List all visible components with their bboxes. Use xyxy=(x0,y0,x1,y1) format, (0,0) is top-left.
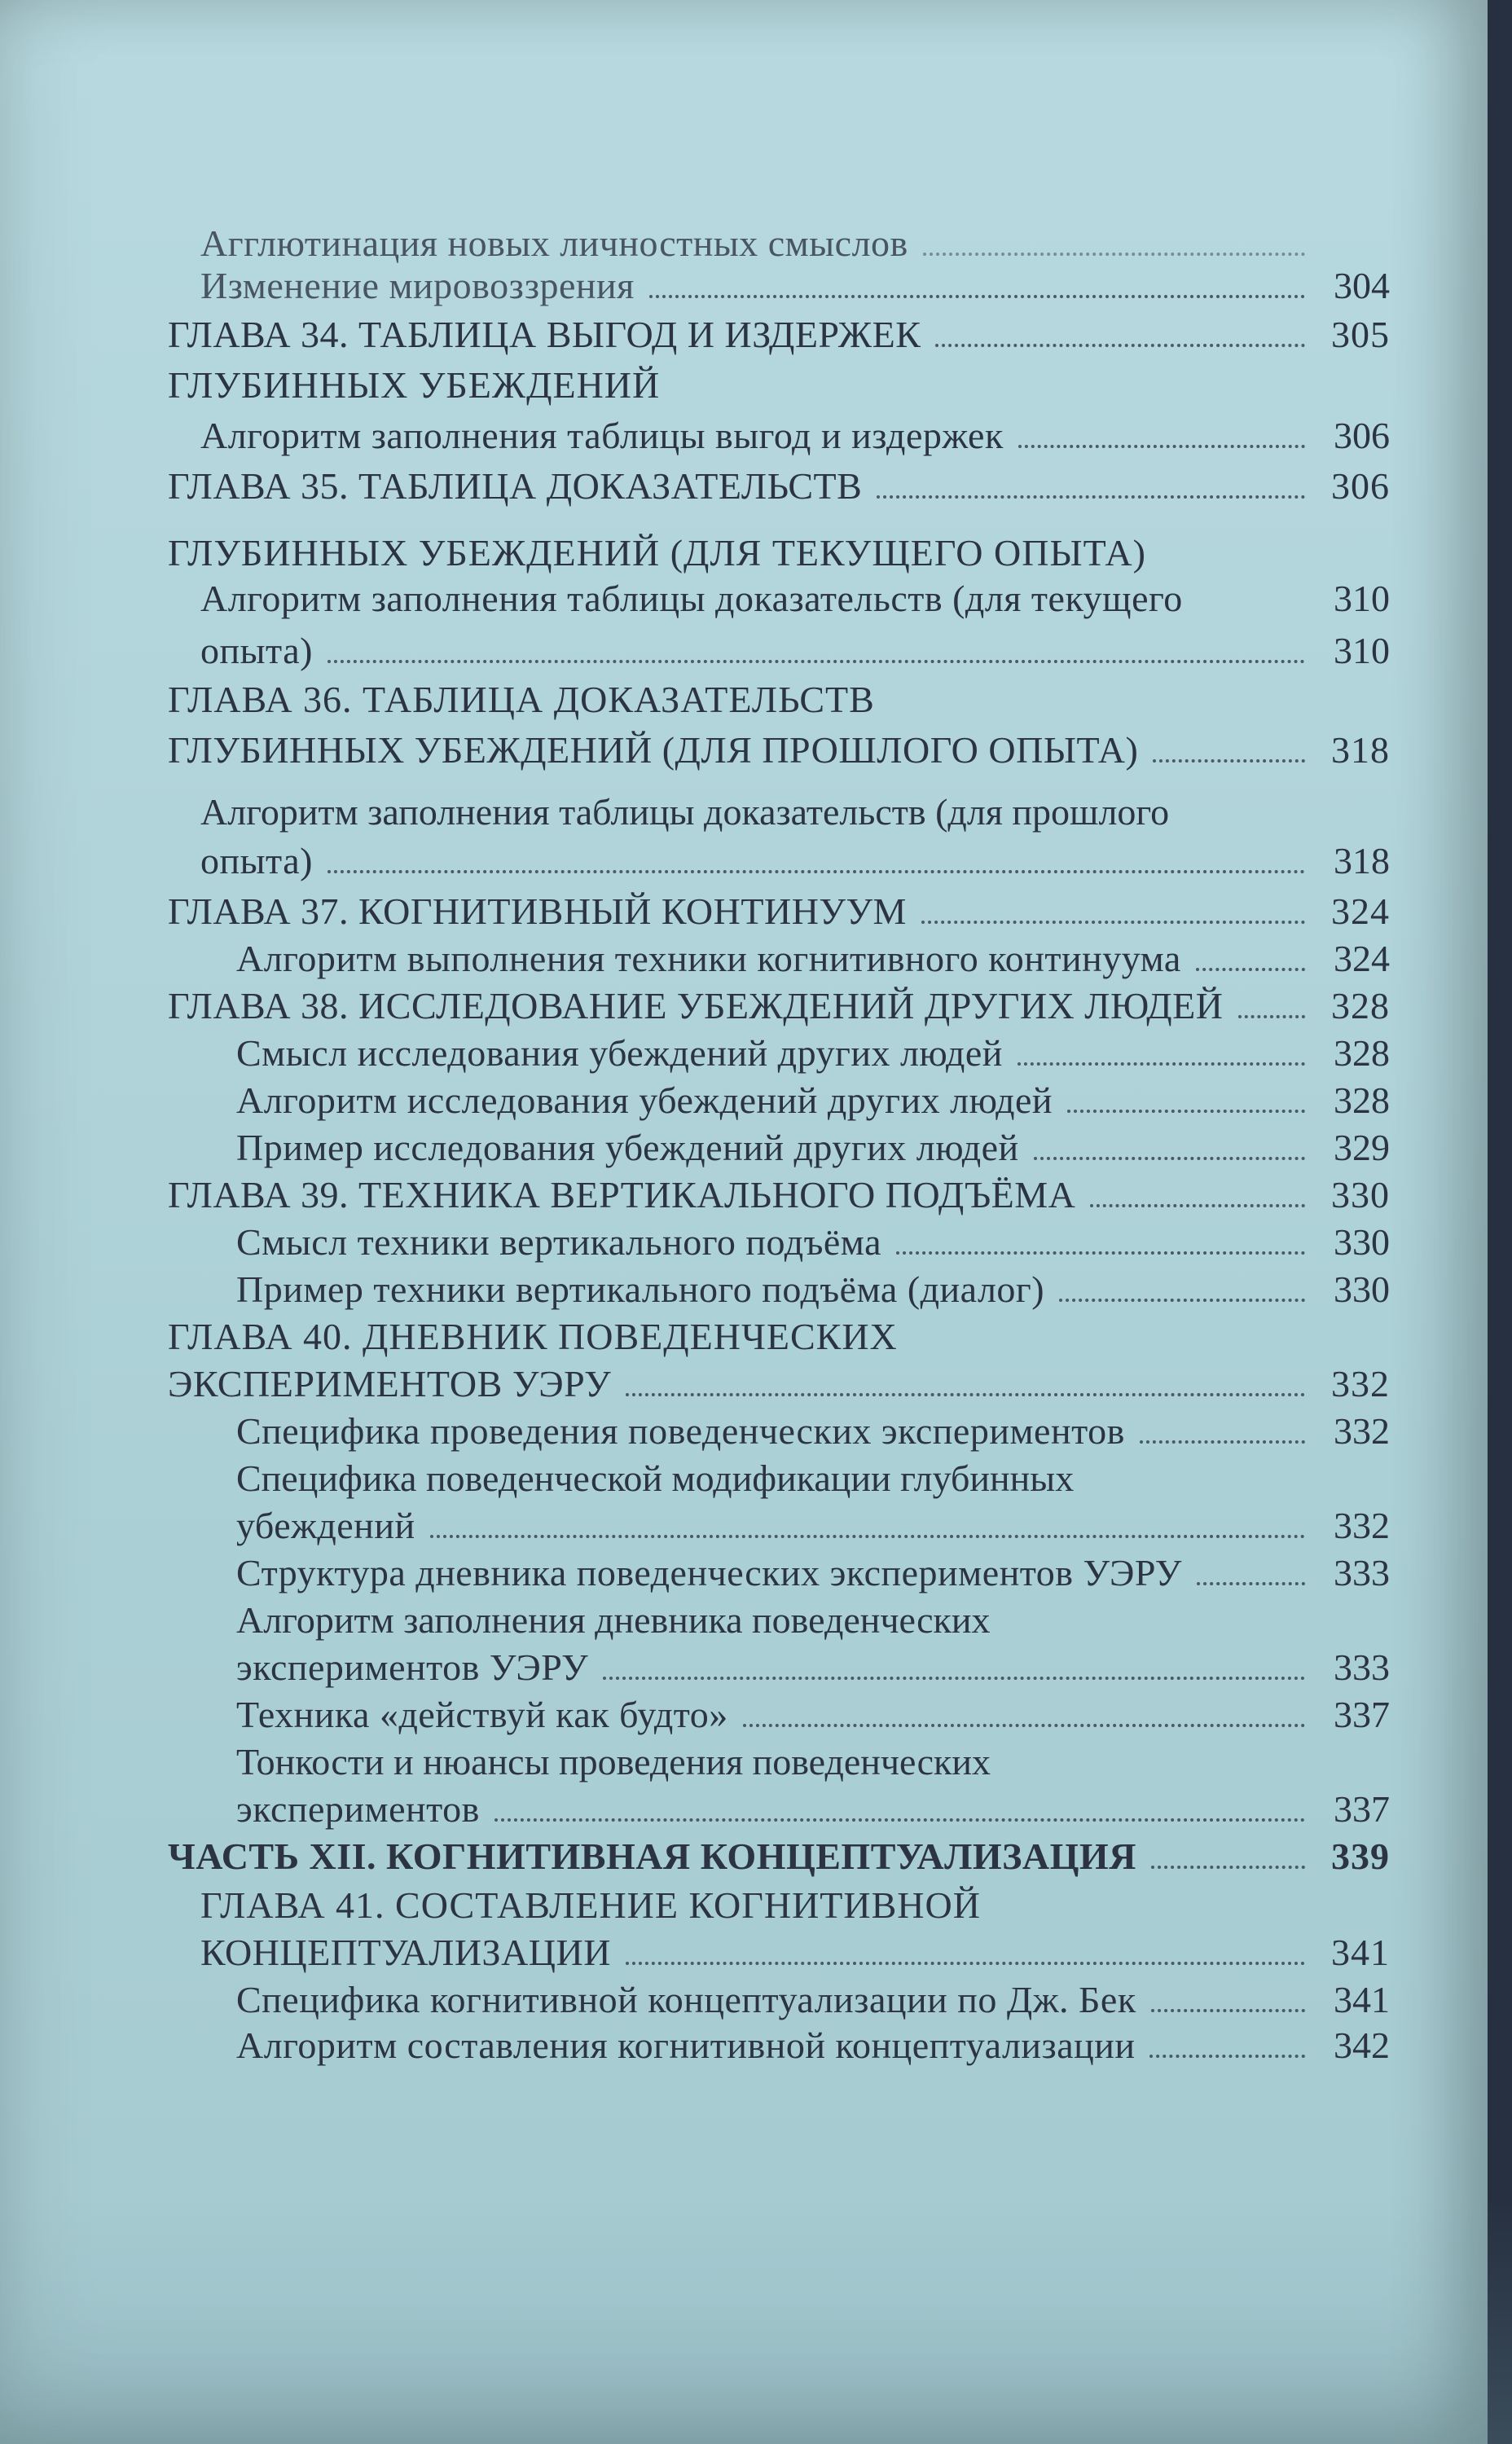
toc-entry xyxy=(236,1266,1390,1313)
toc-entry-page: 328 xyxy=(1334,1079,1390,1121)
toc-entry-continuation xyxy=(236,1786,1390,1833)
toc-entry-text: экспериментов УЭРУ xyxy=(236,1646,589,1688)
toc-entry-page: 337 xyxy=(1334,1788,1390,1830)
toc-entry-text: ГЛАВА 34. ТАБЛИЦА ВЫГОД И ИЗДЕРЖЕК xyxy=(168,314,921,355)
toc-entry-text: Алгоритм исследования убеждений других людей xyxy=(236,1079,1053,1121)
toc-entry xyxy=(236,1030,1390,1077)
toc-entry-page: 332 xyxy=(1334,1505,1390,1546)
toc-entry-text: Алгоритм выполнения техники когнитивного континуума xyxy=(236,938,1181,979)
leader-dots xyxy=(494,1818,1305,1822)
toc-chapter: ГЛАВА 41. СОСТАВЛЕНИЕ КОГНИТИВНОЙ xyxy=(200,1884,981,1926)
leader-dots xyxy=(921,921,1305,924)
leader-dots xyxy=(1018,1062,1305,1066)
toc-entry-text: Смысл исследования убеждений других людей xyxy=(236,1032,1003,1074)
toc-chapter-continuation: ГЛУБИННЫХ УБЕЖДЕНИЙ xyxy=(168,364,661,406)
toc-entry-page: 329 xyxy=(1334,1127,1390,1168)
leader-dots xyxy=(1018,445,1305,448)
toc-entry xyxy=(200,627,1390,675)
toc-entry-page: 339 xyxy=(1331,1835,1390,1877)
toc-entry xyxy=(236,1691,1390,1738)
toc-entry xyxy=(236,1408,1390,1455)
leader-dots xyxy=(626,1962,1305,1965)
toc-entry-text: ГЛАВА 35. ТАБЛИЦА ДОКАЗАТЕЛЬСТВ xyxy=(168,465,863,507)
toc-entry: Тонкости и нюансы проведения поведенческих xyxy=(236,1741,991,1782)
toc-entry-page: 330 xyxy=(1334,1221,1390,1263)
toc-chapter-continuation xyxy=(200,1929,1390,1976)
toc-entry-page: 333 xyxy=(1334,1646,1390,1688)
toc-entry-page: 305 xyxy=(1331,314,1390,355)
toc-entry-continuation xyxy=(200,837,1390,885)
toc-chapter-continuation xyxy=(168,1360,1390,1408)
toc-entry xyxy=(236,935,1390,982)
toc-entry-page: 306 xyxy=(1334,415,1390,456)
leader-dots xyxy=(626,1393,1305,1396)
toc-entry xyxy=(236,1077,1390,1124)
toc-entry xyxy=(236,1219,1390,1266)
leader-dots xyxy=(1059,1299,1305,1302)
toc-entry-text: Алгоритм заполнения таблицы выгод и издержек xyxy=(200,415,1004,456)
toc-entry-text: КОНЦЕПТУАЛИЗАЦИИ xyxy=(200,1932,611,1973)
toc-entry-page: 318 xyxy=(1334,840,1390,881)
toc-entry-page: 328 xyxy=(1334,1032,1390,1074)
toc-entry-page: 330 xyxy=(1331,1174,1390,1215)
toc-chapter xyxy=(168,888,1390,935)
toc-chapter-continuation: ГЛУБИННЫХ УБЕЖДЕНИЙ (ДЛЯ ТЕКУЩЕГО ОПЫТА) xyxy=(168,532,1146,574)
toc-chapter-continuation xyxy=(168,727,1390,774)
toc-entry-text: Специфика когнитивной концептуализации по Дж. Бек xyxy=(236,1979,1136,2020)
toc-entry-text: ЧАСТЬ XII. КОГНИТИВНАЯ КОНЦЕПТУАЛИЗАЦИЯ xyxy=(168,1835,1136,1877)
toc-chapter xyxy=(168,463,1390,510)
toc-entry-text: ЭКСПЕРИМЕНТОВ УЭРУ xyxy=(168,1363,612,1404)
leader-dots xyxy=(327,870,1305,873)
toc-entry xyxy=(200,575,1390,622)
toc-entry: Алгоритм заполнения дневника поведенческих xyxy=(236,1599,991,1641)
leader-dots xyxy=(1238,1015,1306,1018)
toc-entry-text: ГЛАВА 38. ИССЛЕДОВАНИЕ УБЕЖДЕНИЙ ДРУГИХ ЛЮДЕЙ xyxy=(168,985,1224,1026)
toc-entry-page: 318 xyxy=(1331,729,1390,771)
toc-entry-page: 304 xyxy=(1334,265,1390,306)
toc-entry-page: 324 xyxy=(1331,890,1390,932)
toc-entry-text: Изменение мировоззрения xyxy=(200,265,635,306)
toc-part xyxy=(168,1833,1390,1880)
toc-entry xyxy=(236,1549,1390,1597)
page-shadow xyxy=(0,2200,1512,2444)
toc-entry-text: Агглютинация новых личностных смыслов xyxy=(200,222,908,264)
leader-dots xyxy=(877,495,1305,499)
toc-entry: Специфика поведенческой модификации глубинных xyxy=(236,1457,1075,1499)
leader-dots xyxy=(1153,759,1305,763)
toc-chapter xyxy=(168,311,1390,358)
toc-entry-page: 310 xyxy=(1334,630,1390,671)
toc-entry-text: Техника «действуй как будто» xyxy=(236,1694,728,1735)
toc-entry-page: 333 xyxy=(1334,1552,1390,1593)
leader-dots xyxy=(603,1677,1305,1680)
toc-entry xyxy=(236,1124,1390,1171)
toc-entry-continuation xyxy=(236,1644,1390,1691)
toc-entry-text: экспериментов xyxy=(236,1788,480,1830)
toc-entry-page: 324 xyxy=(1334,938,1390,979)
toc-entry-text: Алгоритм заполнения таблицы доказательств (для текущего xyxy=(200,578,1183,619)
toc-entry-text: Пример исследования убеждений других людей xyxy=(236,1127,1019,1168)
toc-entry-page: 337 xyxy=(1334,1694,1390,1735)
leader-dots xyxy=(1034,1157,1305,1160)
toc-chapter: ГЛАВА 40. ДНЕВНИК ПОВЕДЕНЧЕСКИХ xyxy=(168,1316,898,1357)
leader-dots xyxy=(1140,1440,1305,1444)
toc-entry-page: 328 xyxy=(1331,985,1390,1026)
toc-entry-page: 306 xyxy=(1331,465,1390,507)
toc-entry: Алгоритм заполнения таблицы доказательств (для прошлого xyxy=(200,791,1170,833)
toc-entry xyxy=(200,220,1390,267)
toc-entry-page: 332 xyxy=(1334,1410,1390,1452)
leader-dots xyxy=(935,344,1305,347)
leader-dots xyxy=(1151,1866,1305,1869)
toc-chapter xyxy=(168,1171,1390,1219)
leader-dots xyxy=(1197,1582,1305,1585)
toc-entry-page: 332 xyxy=(1331,1363,1390,1404)
toc-entry-text: Алгоритм составления когнитивной концептуализации xyxy=(236,2024,1136,2066)
toc-entry xyxy=(200,412,1390,459)
leader-dots xyxy=(1067,1110,1305,1113)
toc-entry-text: опыта) xyxy=(200,630,313,671)
leader-dots xyxy=(649,295,1305,298)
toc-chapter xyxy=(168,982,1390,1030)
toc-entry-text: ГЛАВА 39. ТЕХНИКА ВЕРТИКАЛЬНОГО ПОДЪЁМА xyxy=(168,1174,1076,1215)
toc-entry-text: Пример техники вертикального подъёма (диалог) xyxy=(236,1268,1045,1310)
toc-chapter: ГЛАВА 36. ТАБЛИЦА ДОКАЗАТЕЛЬСТВ xyxy=(168,679,875,720)
leader-dots xyxy=(1196,968,1305,971)
toc-entry-text: ГЛУБИННЫХ УБЕЖДЕНИЙ (ДЛЯ ПРОШЛОГО ОПЫТА) xyxy=(168,729,1139,771)
toc-entry-page: 341 xyxy=(1334,1979,1390,2020)
toc-entry-text: убеждений xyxy=(236,1505,415,1546)
toc-entry-text: ГЛАВА 37. КОГНИТИВНЫЙ КОНТИНУУМ xyxy=(168,890,907,932)
toc-entry-text: Структура дневника поведенческих экспериментов УЭРУ xyxy=(236,1552,1182,1593)
leader-dots xyxy=(327,660,1305,663)
toc-entry-text: опыта) xyxy=(200,840,313,881)
toc-entry xyxy=(200,262,1390,310)
toc-entry xyxy=(236,2022,1390,2069)
toc-entry-text: Специфика проведения поведенческих экспериментов xyxy=(236,1410,1125,1452)
leader-dots xyxy=(923,253,1305,256)
leader-dots xyxy=(430,1535,1305,1538)
leader-dots xyxy=(1151,2009,1305,2012)
leader-dots xyxy=(1149,2055,1305,2058)
leader-dots xyxy=(896,1251,1305,1255)
toc-entry-page: 341 xyxy=(1331,1932,1390,1973)
toc-entry-text: Смысл техники вертикального подъёма xyxy=(236,1221,882,1263)
toc-entry-continuation xyxy=(236,1502,1390,1549)
toc-entry-page: 310 xyxy=(1334,578,1390,619)
leader-dots xyxy=(1090,1204,1305,1207)
toc-entry xyxy=(236,1976,1390,2024)
toc-entry-page: 342 xyxy=(1334,2024,1390,2066)
leader-dots xyxy=(743,1724,1305,1727)
toc-entry-page: 330 xyxy=(1334,1268,1390,1310)
